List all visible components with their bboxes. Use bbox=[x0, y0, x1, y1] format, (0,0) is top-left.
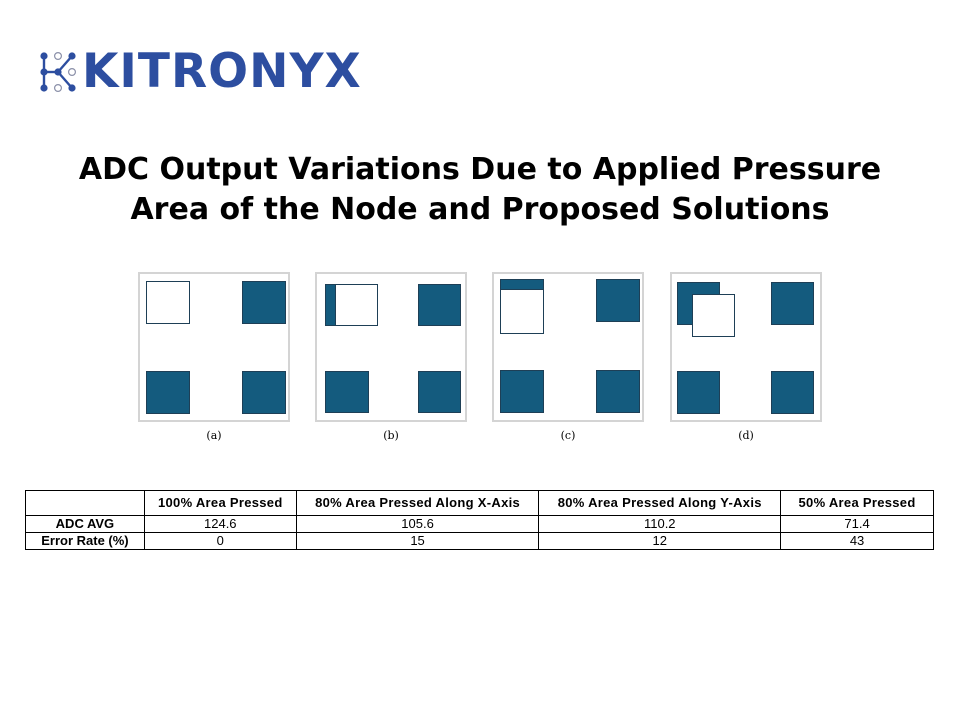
panel-d-label: (d) bbox=[738, 429, 754, 442]
node-square bbox=[677, 371, 720, 414]
panel-b-label: (b) bbox=[383, 429, 399, 442]
title-line-2: Area of the Node and Proposed Solutions bbox=[130, 192, 830, 227]
node-square bbox=[418, 371, 461, 413]
panel-b bbox=[315, 272, 467, 422]
logo-wordmark: KITRONYX bbox=[82, 44, 362, 99]
table-header-80x: 80% Area Pressed Along X-Axis bbox=[296, 491, 539, 516]
node-square bbox=[146, 371, 190, 414]
table-header-empty bbox=[26, 491, 145, 516]
panel-a-label: (a) bbox=[206, 429, 222, 442]
panel-d bbox=[670, 272, 822, 422]
node-square bbox=[242, 371, 286, 414]
node-square bbox=[771, 282, 814, 325]
row-label-adc-avg: ADC AVG bbox=[26, 516, 145, 533]
table-header-80y: 80% Area Pressed Along Y-Axis bbox=[539, 491, 781, 516]
table-header-100: 100% Area Pressed bbox=[144, 491, 296, 516]
table-cell: 15 bbox=[296, 533, 539, 550]
dot-grid-k-icon bbox=[38, 50, 78, 94]
pressed-node-xy-offset bbox=[692, 294, 735, 337]
pressed-node-y-offset bbox=[500, 289, 544, 334]
row-label-error-rate: Error Rate (%) bbox=[26, 533, 145, 550]
pressed-node-x-offset bbox=[335, 284, 378, 326]
table-cell: 105.6 bbox=[296, 516, 539, 533]
node-square bbox=[418, 284, 461, 326]
node-square bbox=[771, 371, 814, 414]
table-cell: 71.4 bbox=[781, 516, 934, 533]
page-title bbox=[0, 150, 960, 230]
panel-c-label: (c) bbox=[560, 429, 576, 442]
node-square bbox=[596, 279, 640, 322]
node-square bbox=[596, 370, 640, 413]
node-square bbox=[325, 371, 369, 413]
kitronyx-logo bbox=[38, 44, 362, 99]
adc-results-table bbox=[25, 490, 934, 550]
table-cell: 110.2 bbox=[539, 516, 781, 533]
node-square bbox=[242, 281, 286, 324]
table-header-50: 50% Area Pressed bbox=[781, 491, 934, 516]
table-cell: 0 bbox=[144, 533, 296, 550]
pressed-node-full bbox=[146, 281, 190, 324]
table-cell: 124.6 bbox=[144, 516, 296, 533]
panel-a bbox=[138, 272, 290, 422]
table-row bbox=[26, 533, 934, 550]
table-header-row bbox=[26, 491, 934, 516]
table-cell: 12 bbox=[539, 533, 781, 550]
table-row bbox=[26, 516, 934, 533]
panel-c bbox=[492, 272, 644, 422]
node-square bbox=[500, 370, 544, 413]
table-cell: 43 bbox=[781, 533, 934, 550]
title-line-1: ADC Output Variations Due to Applied Pressure bbox=[78, 152, 882, 187]
